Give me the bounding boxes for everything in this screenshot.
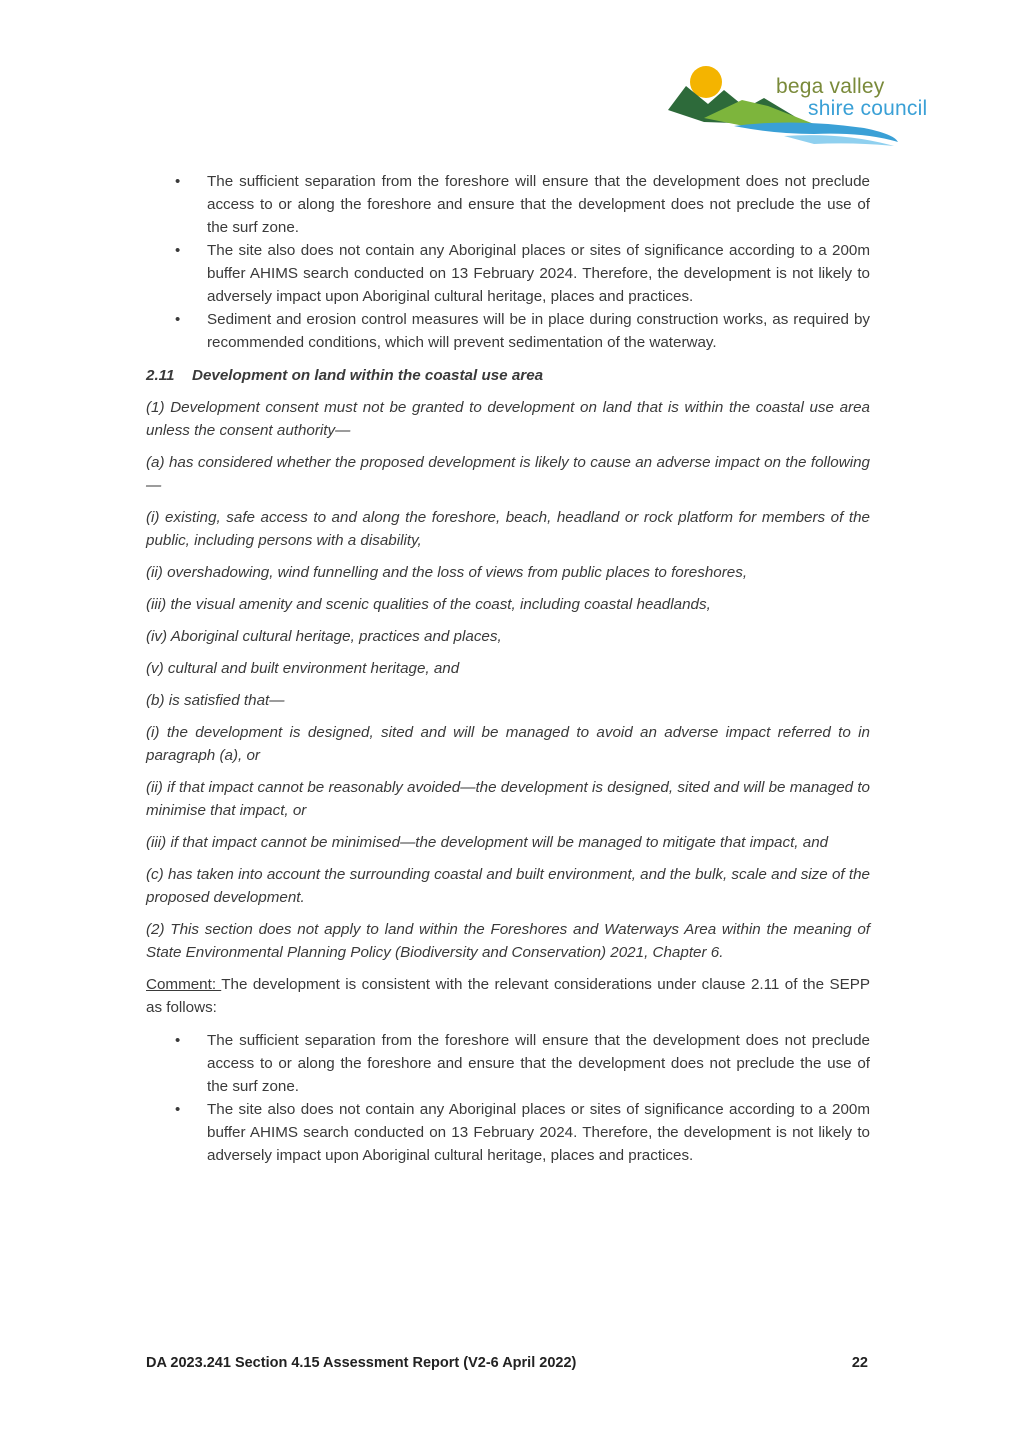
clause-1-b-iii: (iii) if that impact cannot be minimised—the development will be managed to mitigate that impact, and	[146, 834, 829, 851]
council-logo	[664, 62, 944, 158]
bullet-icon: •	[175, 173, 181, 190]
bullet-icon: •	[175, 311, 181, 328]
list-item	[146, 1029, 870, 1098]
logo-line-2: shire council	[808, 97, 928, 120]
bullet-list-top	[146, 170, 870, 354]
clause-1-b-i: (i) the development is designed, sited and will be managed to avoid an adverse impact referred to in paragraph (a), or	[146, 724, 870, 764]
clause-1-a: (a) has considered whether the proposed development is likely to cause an adverse impact on the following—	[146, 454, 870, 494]
bullet-icon: •	[175, 1101, 181, 1118]
clause-1-a-ii: (ii) overshadowing, wind funnelling and the loss of views from public places to foreshores,	[146, 564, 748, 581]
footer-title: DA 2023.241 Section 4.15 Assessment Report (V2-6 April 2022)	[146, 1355, 577, 1371]
comment-text: The development is consistent with the relevant considerations under clause 2.11 of the SEPP as follows:	[146, 976, 870, 1016]
page-number: 22	[851, 1355, 868, 1371]
list-item	[146, 239, 870, 308]
list-item	[146, 170, 870, 239]
clause-1-b: (b) is satisfied that—	[146, 692, 285, 709]
section-number: 2.11	[146, 367, 175, 384]
bullet-text: The sufficient separation from the foreshore will ensure that the development does not preclude access to or along the foreshore and ensure that the development does not preclude the use of the surf zone.	[207, 1032, 870, 1095]
clause-2: (2) This section does not apply to land within the Foreshores and Waterways Area within the meaning of State Environmental Planning Policy (Biodiversity and Conservation) 2021, Chapter 6.	[146, 921, 870, 961]
bullet-icon: •	[175, 1032, 181, 1049]
logo-line-1: bega valley	[776, 75, 885, 98]
section-heading	[146, 364, 870, 387]
clause-1-a-v: (v) cultural and built environment heritage, and	[146, 660, 460, 677]
bullet-text: The sufficient separation from the foreshore will ensure that the development does not preclude access to or along the foreshore and ensure that the development does not preclude the use of the surf zone.	[207, 173, 870, 236]
report-body	[146, 170, 870, 1167]
comment-label: Comment:	[146, 976, 222, 993]
bullet-icon: •	[175, 242, 181, 259]
comment-paragraph	[146, 973, 870, 1019]
bullet-text: Sediment and erosion control measures will be in place during construction works, as required by recommended conditions, which will prevent sedimentation of the waterway.	[207, 311, 870, 351]
list-item	[146, 308, 870, 354]
clause-1-a-iv: (iv) Aboriginal cultural heritage, practices and places,	[146, 628, 502, 645]
clause-1: (1) Development consent must not be granted to development on land that is within the coastal use area unless the consent authority—	[146, 399, 870, 439]
page-footer	[146, 1355, 870, 1371]
section-title: Development on land within the coastal use area	[192, 367, 544, 384]
clause-1-a-iii: (iii) the visual amenity and scenic qualities of the coast, including coastal headlands,	[146, 596, 711, 613]
bullet-list-bottom	[146, 1029, 870, 1167]
clause-1-a-i: (i) existing, safe access to and along the foreshore, beach, headland or rock platform for members of the public, including persons with a disability,	[146, 509, 870, 549]
bullet-text: The site also does not contain any Aboriginal places or sites of significance according to a 200m buffer AHIMS search conducted on 13 February 2024. Therefore, the development is not likely to adversely impact upon Aboriginal cultural heritage, places and practices.	[207, 1101, 870, 1164]
bullet-text: The site also does not contain any Aboriginal places or sites of significance according to a 200m buffer AHIMS search conducted on 13 February 2024. Therefore, the development is not likely to adversely impact upon Aboriginal cultural heritage, places and practices.	[207, 242, 870, 305]
clause-1-b-ii: (ii) if that impact cannot be reasonably avoided—the development is designed, sited and will be managed to minimise that impact, or	[146, 779, 870, 819]
clause-1-c: (c) has taken into account the surrounding coastal and built environment, and the bulk, scale and size of the proposed development.	[146, 866, 870, 906]
list-item	[146, 1098, 870, 1167]
